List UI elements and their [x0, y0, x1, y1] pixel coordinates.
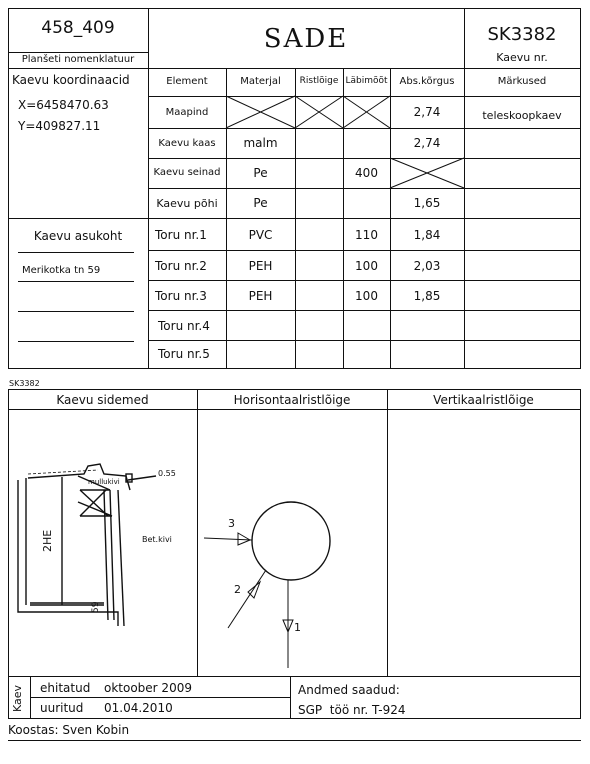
table-cell-diameter: 100 [355, 259, 378, 273]
table-row-element: Kaevu kaas [158, 138, 216, 149]
col-header-abs-height: Abs.kõrgus [399, 76, 455, 87]
table-cell-material: Pe [253, 196, 268, 210]
well-id-label: Kaevu nr. [496, 51, 548, 64]
y-coordinate: Y=409827.11 [18, 119, 101, 133]
elevation-label: 0.55 [158, 469, 176, 478]
house-number-label: 59 [91, 601, 101, 613]
page-title: SADE [263, 24, 349, 54]
table-cell-diameter: 110 [355, 228, 378, 242]
well-side-label: Kaev [11, 684, 24, 712]
table-cell-material: PEH [248, 259, 273, 273]
built-label: ehitatud [40, 681, 91, 695]
coords-title: Kaevu koordinaacid [12, 73, 130, 87]
updated-value: 01.04.2010 [104, 701, 173, 715]
table-row-element: Toru nr.3 [155, 289, 207, 303]
table-row-element: Toru nr.5 [158, 347, 210, 361]
table-cell-abs: 1,84 [413, 228, 441, 242]
col-title-connections: Kaevu sidemed [56, 393, 149, 407]
building-label: 2HE [41, 529, 54, 552]
pipe-1-label: 1 [294, 621, 301, 634]
table-row-element: Toru nr.1 [155, 228, 207, 242]
mullukivi-label: mullukivi [88, 478, 120, 486]
col-header-element: Element [166, 76, 208, 87]
x-coordinate: X=6458470.63 [18, 98, 109, 112]
table-cell-abs: 2,03 [413, 259, 441, 273]
table-cell-abs: 1,65 [413, 196, 441, 210]
updated-label: uuritud [40, 701, 84, 715]
sheet-label: Planšeti nomenklatuur [21, 54, 135, 65]
table-row-element: Maapind [165, 107, 209, 118]
col-title-horizontal-section: Horisontaalristlõige [233, 393, 351, 407]
table-row-element: Toru nr.4 [158, 319, 210, 333]
table-row-element: Kaevu seinad [153, 167, 221, 178]
table-cell-abs: 1,85 [413, 289, 441, 303]
data-source-label: Andmed saadud: [298, 683, 400, 697]
concrete-stone-label: Bet.kivi [142, 535, 172, 544]
pipe-2-label: 2 [234, 583, 241, 596]
data-source-value: SGP töö nr. T-924 [298, 703, 406, 717]
col-title-vertical-section: Vertikaalristlõige [433, 393, 534, 407]
table-cell-material: PVC [248, 228, 273, 242]
table-cell-material: malm [243, 136, 278, 150]
table-cell-diameter: 100 [355, 289, 378, 303]
author: Koostas: Sven Kobin [8, 723, 130, 737]
built-value: oktoober 2009 [104, 681, 192, 695]
table-row-element: Toru nr.2 [155, 259, 207, 273]
well-id: SK3382 [487, 24, 557, 45]
sheet-number: 458_409 [41, 18, 115, 38]
col-header-cross-section: Ristlõige [299, 76, 339, 86]
table-cell-notes: teleskoopkaev [482, 109, 562, 122]
col-header-material: Materjal [240, 76, 281, 87]
location-title: Kaevu asukoht [33, 229, 123, 243]
table-cell-abs: 2,74 [413, 136, 441, 150]
pipe-3-label: 3 [228, 517, 235, 530]
table-cell-material: PEH [248, 289, 273, 303]
table-row-element: Kaevu põhi [156, 197, 218, 210]
table-cell-abs: 2,74 [413, 105, 441, 119]
small-well-id: SK3382 [9, 379, 40, 388]
table-cell-material: Pe [253, 166, 268, 180]
col-header-notes: Märkused [497, 76, 547, 87]
table-cell-diameter: 400 [355, 166, 378, 180]
location-value: Merikotka tn 59 [22, 265, 101, 276]
col-header-diameter: Läbimõõt [345, 76, 388, 86]
